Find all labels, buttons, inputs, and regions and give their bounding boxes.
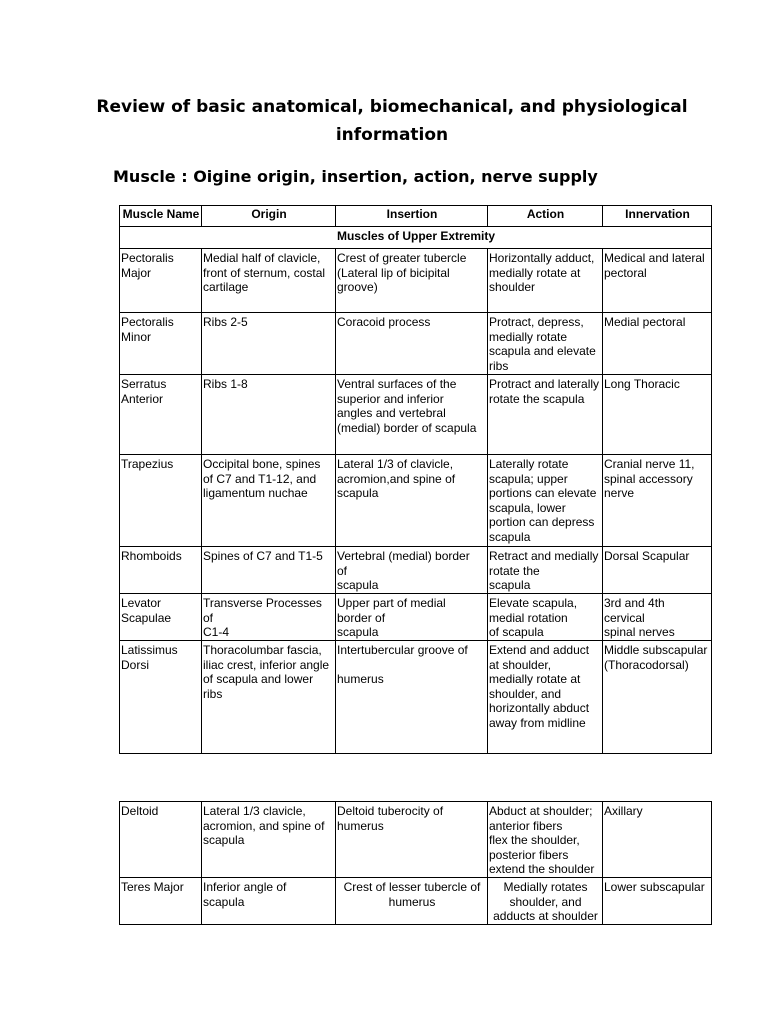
cell-line: scapula [337,625,379,640]
cell-line: cervical [604,610,645,625]
cell-insertion [336,375,488,455]
cell-origin [202,375,336,455]
cell-line: medial rotation [489,610,568,625]
cell-line: spinal accessory [604,471,693,486]
cell-insertion [336,641,488,754]
cell-line: flex the shoulder, [489,833,580,848]
cell-line: Medially rotates [503,880,588,894]
cell-line: Pectoralis [121,251,174,265]
cell-line: 3rd and 4th [604,596,665,610]
cell-innervation [603,313,712,375]
cell-line: shoulder, and [509,894,582,909]
cell-line: Spines of C7 and T1-5 [203,549,323,563]
cell-origin [202,547,336,594]
cell-insertion [336,878,488,925]
cell-origin [202,249,336,313]
cell-action [488,249,603,313]
cell-line: acromion, and spine of [203,818,325,833]
cell-origin [202,878,336,925]
cell-line: extend the shoulder [489,862,595,877]
table-row [120,641,712,754]
cell-action [488,802,603,878]
cell-line: portions can elevate [489,486,597,501]
cell-line: Pectoralis [121,315,174,329]
cell-line: rotate the [489,563,540,578]
cell-line: angles and vertebral [337,406,446,421]
cell-line: portion can depress [489,515,595,530]
cell-line: Inferior angle of [203,880,287,894]
cell-origin [202,594,336,641]
cell-name [120,455,202,547]
cell-line: Anterior [121,391,164,406]
cell-line: Protract, depress, [489,315,584,329]
cell-line: (medial) border of scapula [337,420,477,435]
cell-line: Crest of greater tubercle [337,251,467,265]
cell-innervation [603,455,712,547]
cell-innervation [603,802,712,878]
cell-line: Intertubercular groove of [337,643,468,657]
cell-line: Axillary [604,804,643,818]
cell-innervation [603,249,712,313]
cell-insertion [336,547,488,594]
cell-line: Medial pectoral [604,315,686,329]
cell-line: pectoral [604,265,647,280]
cell-line: scapula [337,486,379,501]
cell-insertion [336,594,488,641]
cell-line: superior and inferior [337,391,444,406]
cell-line: Deltoid tuberocity of [337,804,444,818]
cell-line: humerus [337,818,384,833]
cell-line: scapula [489,529,531,544]
cell-name [120,641,202,754]
cell-line: medially rotate at [489,265,581,280]
document-title-line-2: information [335,125,449,145]
cell-line: Scapulae [121,610,172,625]
cell-line: Crest of lesser tubercle of [343,880,481,894]
cell-line: Serratus [121,377,167,391]
document-title-line-1: Review of basic anatomical, biomechanical, and physiological [96,97,688,117]
cell-line: Minor [121,329,152,344]
section-row [120,227,712,249]
cell-action [488,455,603,547]
cell-origin [202,455,336,547]
cell-line: ribs [489,358,509,373]
cell-line: scapula and elevate [489,344,596,359]
cell-action [488,641,603,754]
cell-line: Medical and lateral [604,251,705,265]
cell-insertion [336,455,488,547]
cell-action [488,878,603,925]
cell-line: Retract and medially [489,549,599,563]
cell-line: groove) [337,280,378,295]
cell-line: scapula [489,578,531,593]
cell-line: scapula, lower [489,500,566,515]
cell-innervation [603,547,712,594]
table-row [120,375,712,455]
cell-line: Ribs 1-8 [203,377,248,391]
cell-name [120,375,202,455]
cell-line: Rhomboids [121,549,182,563]
cell-line: Trapezius [121,457,174,471]
cell-action [488,547,603,594]
cell-line: Levator [121,596,162,610]
table-row [120,547,712,594]
cell-line: medially rotate at [489,672,581,687]
cell-line [337,658,487,673]
cell-line: Lateral 1/3 of clavicle, [337,457,454,471]
cell-line: Lateral 1/3 clavicle, [203,804,306,818]
cell-line: Horizontally adduct, [489,251,595,265]
cell-line: Coracoid process [337,315,431,329]
cell-action [488,594,603,641]
cell-origin [202,313,336,375]
cell-line: humerus [337,672,384,687]
cell-line: posterior fibers [489,847,569,862]
cell-name [120,249,202,313]
table-row [120,455,712,547]
cell-action [488,375,603,455]
cell-name [120,313,202,375]
cell-line: Abduct at shoulder; [489,804,593,818]
cell-line: scapula [203,894,245,909]
cell-line: Protract and laterally [489,377,600,391]
cell-line: acromion,and spine of [337,471,456,486]
header-action: Action [488,206,603,227]
cell-line: Ribs 2-5 [203,315,248,329]
cell-line: medially rotate [489,329,568,344]
cell-name [120,878,202,925]
cell-line: Extend and adduct [489,643,590,657]
cell-line: scapula [337,578,379,593]
cell-innervation [603,878,712,925]
muscle-table-shoulder [119,801,712,925]
section-title: Muscles of Upper Extremity [120,227,712,249]
cell-line: Middle subscapular [604,643,708,657]
cell-line: front of sternum, costal [203,265,326,280]
cell-insertion [336,313,488,375]
cell-line: (Thoracodorsal) [604,657,689,672]
header-insertion: Insertion [336,206,488,227]
table-row [120,249,712,313]
table-header-row [120,206,712,227]
header-origin: Origin [202,206,336,227]
cell-line: Laterally rotate [489,457,569,471]
cell-line: Dorsi [121,657,150,672]
cell-line: border of [337,610,386,625]
cell-line: Occipital bone, spines [203,457,321,471]
cell-line: of scapula [489,625,544,640]
cell-line: of C7 and T1-12, and [203,471,317,486]
cell-innervation [603,594,712,641]
cell-origin [202,802,336,878]
cell-line: of scapula and lower [203,672,314,687]
cell-line: Major [121,265,152,280]
cell-line: Thoracolumbar fascia, [203,643,322,657]
cell-innervation [603,641,712,754]
cell-line: Long Thoracic [604,377,680,391]
cell-line: Deltoid [121,804,159,818]
cell-line: humerus [388,894,436,909]
cell-line: Vertebral (medial) border [337,549,470,563]
cell-line: Elevate scapula, [489,596,578,610]
cell-line: ligamentum nuchae [203,486,308,501]
cell-line: at shoulder, [489,657,552,672]
cell-action [488,313,603,375]
cell-line: C1-4 [203,625,230,640]
cell-line: Latissimus [121,643,178,657]
cell-name [120,802,202,878]
cell-line: of [203,610,214,625]
cell-line: scapula; upper [489,471,568,486]
cell-line: ribs [203,686,223,701]
cell-line: rotate the scapula [489,391,585,406]
cell-line: (Lateral lip of bicipital [337,265,450,280]
cell-line: anterior fibers [489,818,563,833]
cell-line: Ventral surfaces of the [337,377,457,391]
cell-innervation [603,375,712,455]
cell-line: Transverse Processes [203,596,322,610]
muscle-table-upper [119,205,712,754]
header-muscle-name: Muscle Name [120,206,202,227]
cell-name [120,547,202,594]
cell-origin [202,641,336,754]
cell-line: shoulder, and [489,686,562,701]
cell-line: spinal nerves [604,625,675,640]
cell-line: Cranial nerve 11, [604,457,695,471]
table-row [120,878,712,925]
cell-line: nerve [604,486,635,501]
cell-line: shoulder [489,280,536,295]
document-subtitle: Muscle : Oigine origin, insertion, action, nerve supply [113,167,598,186]
cell-line: Teres Major [121,880,184,894]
cell-line: iliac crest, inferior angle [203,657,330,672]
cell-line: Lower subscapular [604,880,705,894]
cell-line: scapula [203,833,245,848]
cell-line: Upper part of medial [337,596,446,610]
table-row [120,802,712,878]
cell-line: Dorsal Scapular [604,549,690,563]
cell-insertion [336,802,488,878]
header-innervation: Innervation [603,206,712,227]
cell-line: horizontally abduct [489,701,590,716]
cell-line: cartilage [203,280,249,295]
cell-insertion [336,249,488,313]
cell-line: adducts at shoulder [493,909,598,924]
table-row [120,594,712,641]
cell-line: away from midline [489,715,586,730]
cell-name [120,594,202,641]
table-row [120,313,712,375]
cell-line: of [337,563,348,578]
cell-line: Medial half of clavicle, [203,251,321,265]
